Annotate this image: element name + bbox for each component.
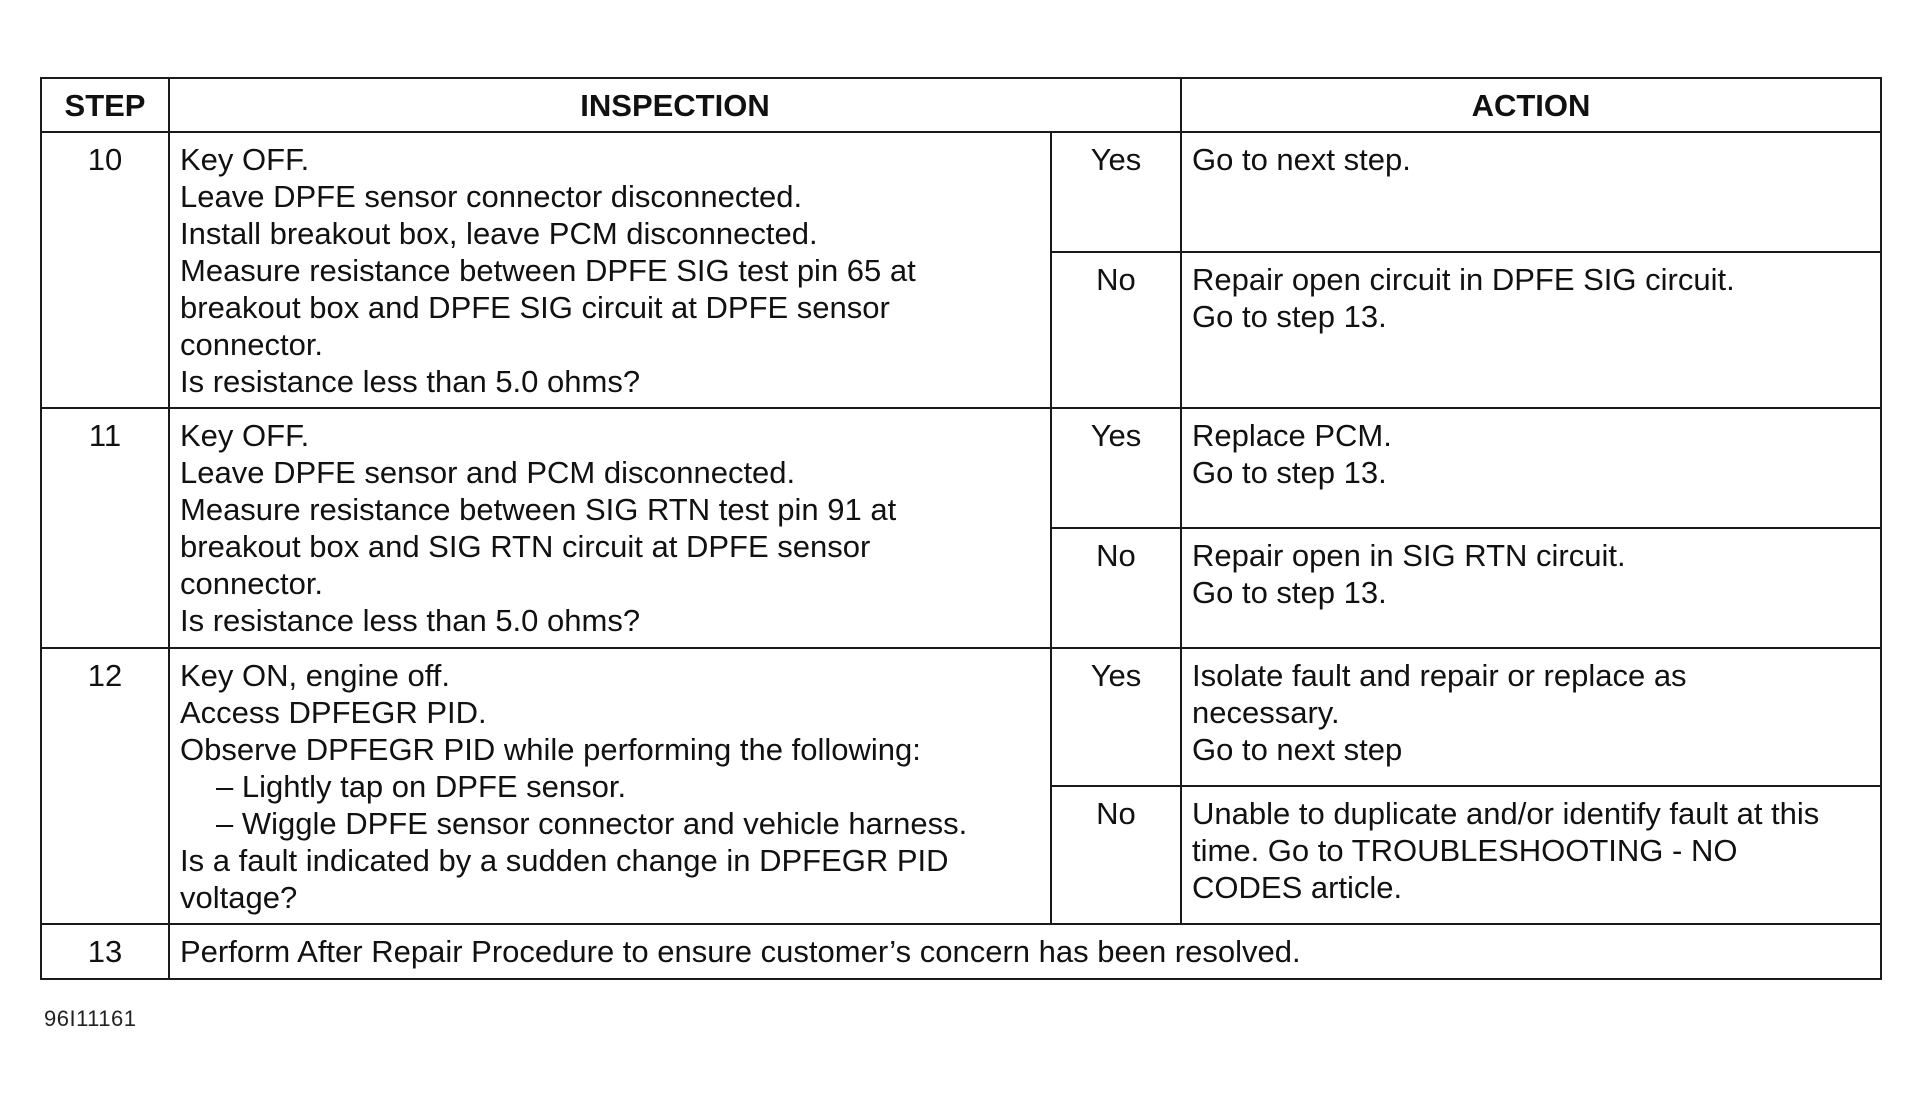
action-line: Go to step 13. (1192, 455, 1387, 490)
inspection-line: Key OFF. (180, 418, 310, 453)
action-line: Isolate fault and repair or replace as (1192, 658, 1687, 693)
yes-action (1181, 648, 1881, 786)
no-label: No (1051, 786, 1181, 924)
no-action (1181, 528, 1881, 648)
inspection-line: Access DPFEGR PID. (180, 695, 487, 730)
header-row (41, 78, 1881, 132)
step-number: 10 (41, 132, 169, 408)
action-line: CODES article. (1192, 870, 1403, 905)
table-row (41, 648, 1881, 786)
header-step: STEP (41, 78, 169, 132)
inspection-text (169, 648, 1051, 924)
table-row (41, 408, 1881, 528)
action-line: Go to step 13. (1192, 299, 1387, 334)
yes-action (1181, 408, 1881, 528)
inspection-line: breakout box and SIG RTN circuit at DPFE sensor (180, 529, 871, 564)
no-action (1181, 786, 1881, 924)
no-action (1181, 252, 1881, 408)
inspection-line: Key OFF. (180, 142, 310, 177)
table-row (41, 132, 1881, 252)
action-line: Replace PCM. (1192, 418, 1392, 453)
yes-label: Yes (1051, 648, 1181, 786)
action-line: necessary. (1192, 695, 1340, 730)
yes-label: Yes (1051, 408, 1181, 528)
table-row (41, 924, 1881, 979)
inspection-line: Is resistance less than 5.0 ohms? (180, 603, 641, 638)
yes-action (1181, 132, 1881, 252)
inspection-line: connector. (180, 327, 324, 362)
inspection-line: Measure resistance between DPFE SIG test pin 65 at (180, 253, 916, 288)
inspection-line: connector. (180, 566, 324, 601)
action-line: Unable to duplicate and/or identify fault at this (1192, 796, 1820, 831)
inspection-line: Observe DPFEGR PID while performing the following: (180, 732, 921, 767)
inspection-line: Leave DPFE sensor connector disconnected. (180, 179, 803, 214)
action-line: Go to step 13. (1192, 575, 1387, 610)
inspection-line: Is resistance less than 5.0 ohms? (180, 364, 641, 399)
inspection-line: voltage? (180, 880, 298, 915)
header-inspection: INSPECTION (169, 78, 1181, 132)
inspection-text (169, 132, 1051, 408)
action-line: Repair open circuit in DPFE SIG circuit. (1192, 262, 1735, 297)
inspection-line: Leave DPFE sensor and PCM disconnected. (180, 455, 796, 490)
action-line: time. Go to TROUBLESHOOTING - NO (1192, 833, 1738, 868)
action-line: Repair open in SIG RTN circuit. (1192, 538, 1626, 573)
step-number: 12 (41, 648, 169, 924)
inspection-line: Key ON, engine off. (180, 658, 450, 693)
inspection-line: Measure resistance between SIG RTN test pin 91 at (180, 492, 897, 527)
inspection-line: Install breakout box, leave PCM disconnected. (180, 216, 818, 251)
final-step-text: Perform After Repair Procedure to ensure customer’s concern has been resolved. (169, 924, 1881, 979)
no-label: No (1051, 252, 1181, 408)
step-number: 11 (41, 408, 169, 648)
inspection-line: – Lightly tap on DPFE sensor. (216, 769, 627, 804)
inspection-text (169, 408, 1051, 648)
inspection-line: – Wiggle DPFE sensor connector and vehicle harness. (216, 806, 968, 841)
inspection-line: Is a fault indicated by a sudden change in DPFEGR PID (180, 843, 949, 878)
no-label: No (1051, 528, 1181, 648)
figure-code: 96I11161 (44, 1006, 137, 1031)
inspection-line: breakout box and DPFE SIG circuit at DPFE sensor (180, 290, 890, 325)
action-line: Go to next step. (1192, 142, 1411, 177)
header-action: ACTION (1181, 78, 1881, 132)
action-line: Go to next step (1192, 732, 1403, 767)
diagnostic-table (40, 77, 1882, 980)
step-number: 13 (41, 924, 169, 979)
yes-label: Yes (1051, 132, 1181, 252)
